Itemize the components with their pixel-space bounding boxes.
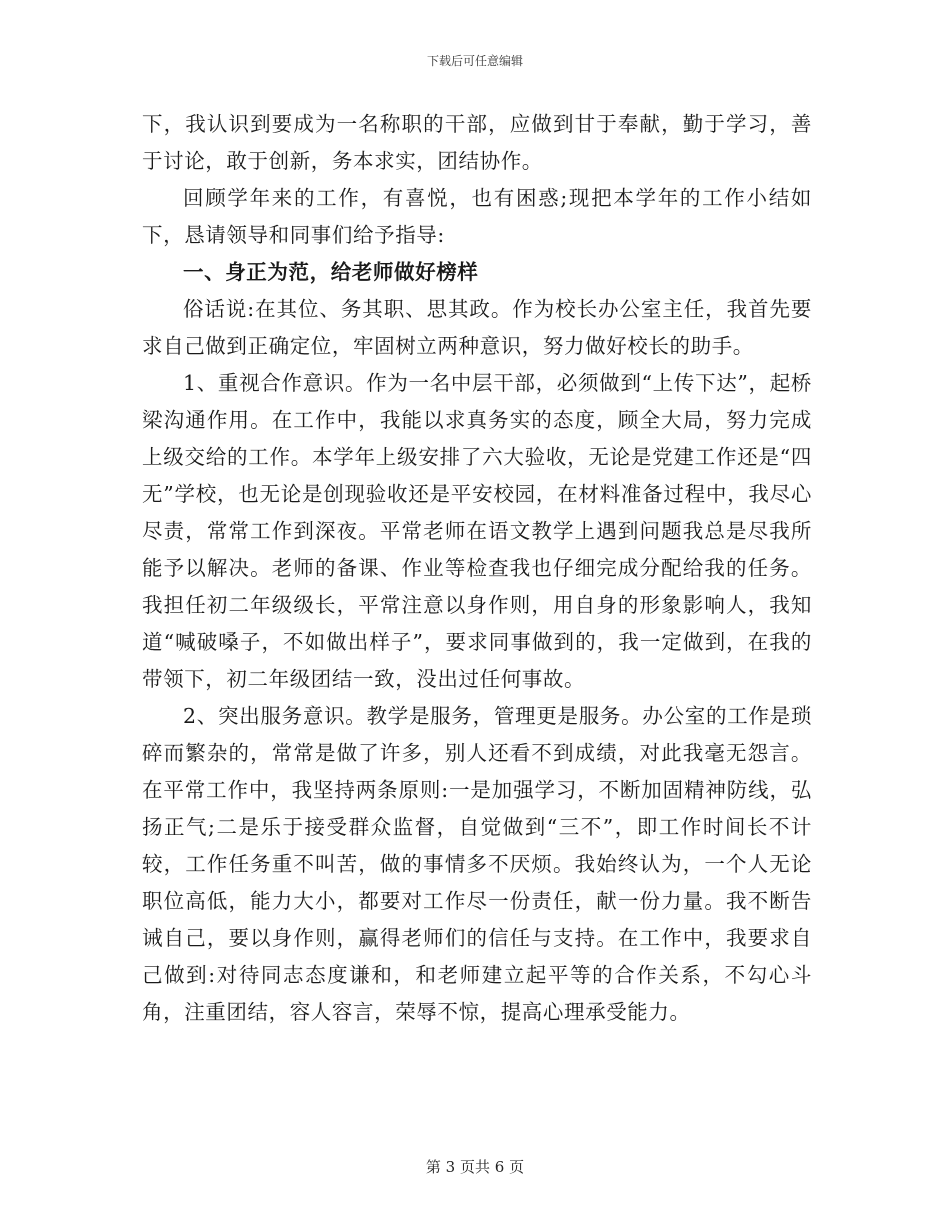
paragraph-review: 回顾学年来的工作，有喜悦，也有困惑;现把本学年的工作小结如下，恳请领导和同事们给予指导: <box>142 186 812 247</box>
paragraph-proverb: 俗话说:在其位、务其职、思其政。作为校长办公室主任，我首先要求自己做到正确定位，牢固树立两种意识，努力做好校长的助手。 <box>142 297 812 358</box>
document-body <box>142 106 812 1031</box>
paragraph-service: 2、突出服务意识。教学是服务，管理更是服务。办公室的工作是琐碎而繁杂的，常常是做了许多，别人还看不到成绩，对此我毫无怨言。在平常工作中，我坚持两条原则:一是加强学习，不断加固精神防线，弘扬正气;二是乐于接受群众监督，自觉做到“三不”，即工作时间长不计较，工作任务重不叫苦，做的事情多不厌烦。我始终认为，一个人无论职位高低，能力大小，都要对工作尽一份责任，献一份力量。我不断告诫自己，要以身作则，赢得老师们的信任与支持。在工作中，我要求自己做到:对待同志态度谦和，和老师建立起平等的合作关系，不勾心斗角，注重团结，容人容言，荣辱不惊，提高心理承受能力。 <box>142 704 812 1024</box>
section-heading: 一、身正为范，给老师做好榜样 <box>183 260 479 284</box>
paragraph-cooperation: 1、重视合作意识。作为一名中层干部，必须做到“上传下达”，起桥梁沟通作用。在工作中，我能以求真务实的态度，顾全大局，努力完成上级交给的工作。本学年上级安排了六大验收，无论是党建工作还是“四无”学校，也无论是创现验收还是平安校园，在材料准备过程中，我尽心尽责，常常工作到深夜。平常老师在语文教学上遇到问题我总是尽我所能予以解决。老师的备课、作业等检查我也仔细完成分配给我的任务。我担任初二年级级长，平常注意以身作则，用自身的形象影响人，我知道“喊破嗓子，不如做出样子”，要求同事做到的，我一定做到，在我的带领下，初二年级团结一致，没出过任何事故。 <box>142 371 812 691</box>
page-footer: 第 3 页共 6 页 <box>425 1158 525 1176</box>
page-header: 下载后可任意编辑 <box>426 54 523 68</box>
paragraph-continuation: 下，我认识到要成为一名称职的干部，应做到甘于奉献，勤于学习，善于讨论，敢于创新，务本求实，团结协作。 <box>142 112 812 173</box>
